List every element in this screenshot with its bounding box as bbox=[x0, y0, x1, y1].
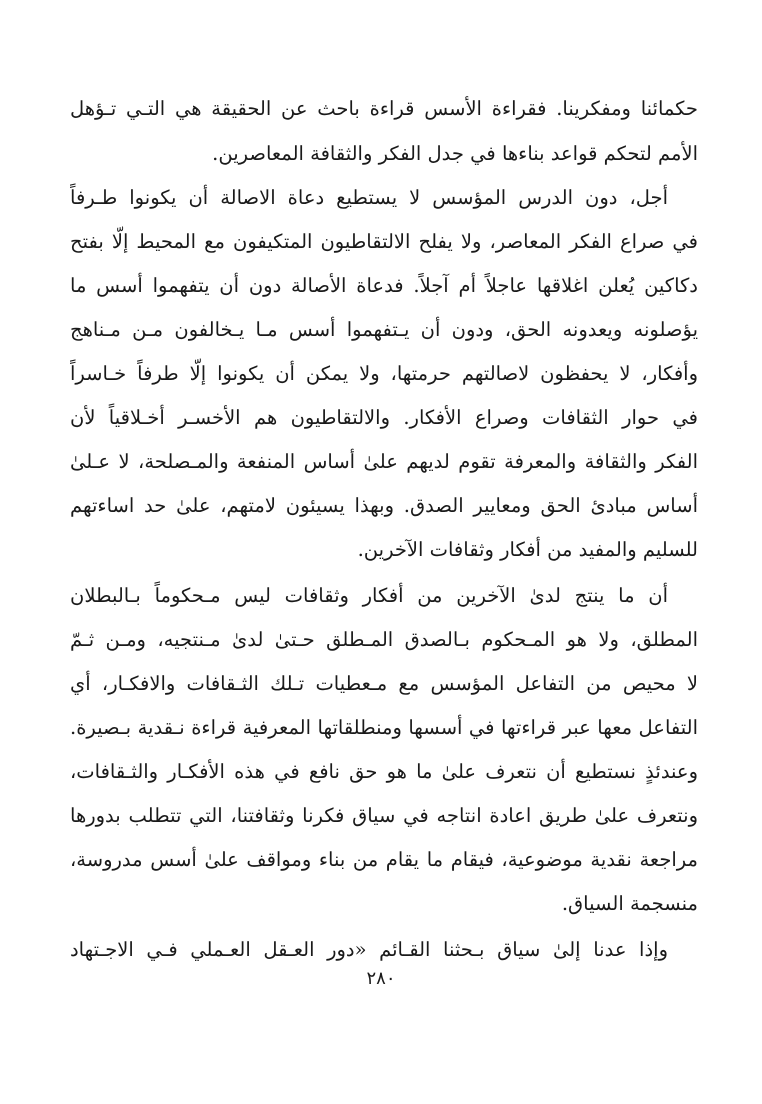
text-line: المطلق، ولا هو المـحكوم بـالصدق المـطلق حـتىٰ لدىٰ مـنتجيه، ومـن ثـمّ bbox=[70, 628, 698, 651]
text-line: وأفكار، لا يحفظون لاصالتهم حرمتها، ولا يمكن أن يكونوا إلّا طرفاً خـاسراً bbox=[70, 362, 698, 385]
text-line: أساس مبادئ الحق ومعايير الصدق. وبهذا يسيئون لامتهم، علىٰ حد اساءتهم bbox=[70, 494, 698, 517]
text-line: في حوار الثقافات وصراع الأفكار. والالتقاطيون هم الأخسـر أخـلاقياً لأن bbox=[70, 406, 698, 429]
text-line: في صراع الفكر المعاصر، ولا يفلح الالتقاطيون المتكيفون مع المحيط إلّا بفتح bbox=[70, 230, 698, 253]
text-line: الأمم لتحكم قواعد بناءها في جدل الفكر والثقافة المعاصرين. bbox=[212, 142, 698, 165]
text-line: للسليم والمفيد من أفكار وثقافات الآخرين. bbox=[357, 538, 698, 561]
text-line: أجل، دون الدرس المؤسس لا يستطيع دعاة الاصالة أن يكونوا طـرفاً bbox=[70, 186, 668, 209]
text-line: ونتعرف علىٰ طريق اعادة انتاجه في سياق فكرنا وثقافتنا، التي تتطلب بدورها bbox=[70, 804, 698, 827]
text-line: حكمائنا ومفكرينا. فقراءة الأسس قراءة باحث عن الحقيقة هي التـي تـؤهل bbox=[70, 97, 698, 120]
text-line: لا محيص من التفاعل المؤسس مع مـعطيات تـلك الثـقافات والافكـار، أي bbox=[70, 672, 698, 695]
page-number: ٢٨٠ bbox=[366, 968, 396, 989]
text-line: أن ما ينتج لدىٰ الآخرين من أفكار وثقافات ليس مـحكوماً بـالبطلان bbox=[70, 584, 668, 607]
book-page bbox=[70, 0, 698, 1104]
text-line: مراجعة نقدية موضوعية، فيقام ما يقام من بناء ومواقف علىٰ أسس مدروسة، bbox=[70, 848, 698, 871]
text-line: منسجمة السياق. bbox=[561, 892, 698, 915]
text-line: وإذا عدنا إلىٰ سياق بـحثنا القـائم «دور العـقل العـملي فـي الاجـتهاد bbox=[70, 938, 668, 961]
text-line: وعندئذٍ نستطيع أن نتعرف علىٰ ما هو حق نافع في هذه الأفكـار والثـقافات، bbox=[70, 760, 698, 783]
text-line: التفاعل معها عبر قراءتها في أسسها ومنطلقاتها المعرفية قراءة نـقدية بـصيرة. bbox=[70, 716, 698, 739]
text-line: الفكر والثقافة والمعرفة تقوم لديهم علىٰ أساس المنفعة والمـصلحة، لا عـلىٰ bbox=[70, 450, 698, 473]
text-line: يؤصلونه ويعدونه الحق، ودون أن يـتفهموا أسس مـا يـخالفون مـن مـناهج bbox=[70, 318, 698, 341]
text-line: دكاكين يُعلن اغلاقها عاجلاً أم آجلاً. فدعاة الأصالة دون أن يتفهموا أسس ما bbox=[70, 274, 698, 297]
